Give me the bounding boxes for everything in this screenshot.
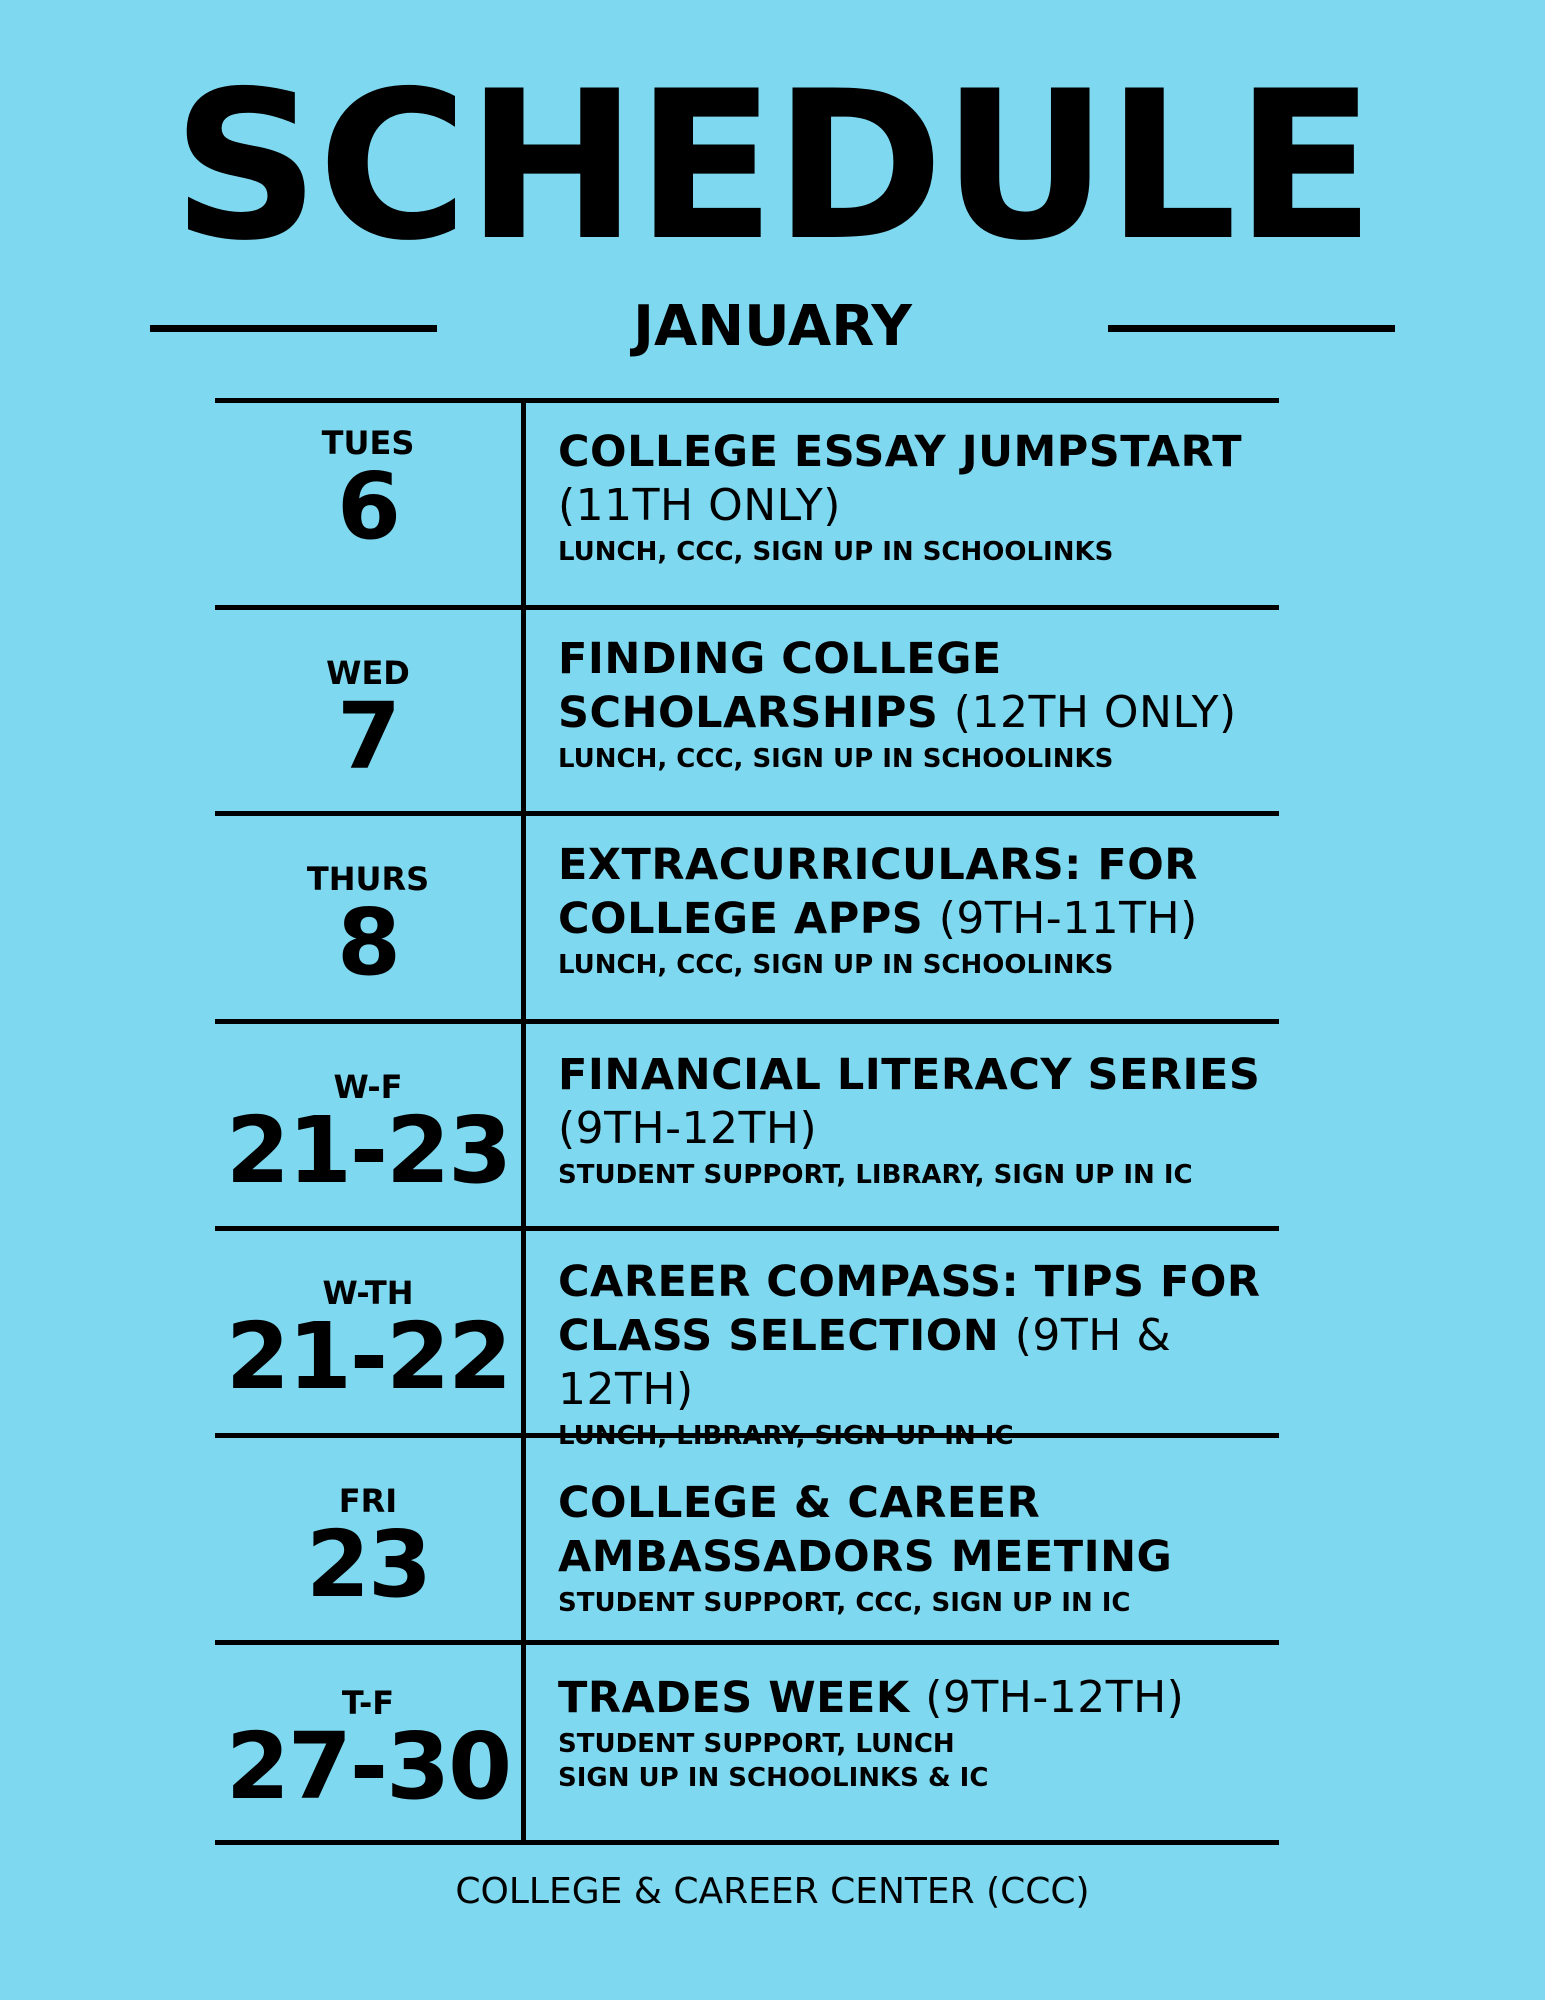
event-detail: STUDENT SUPPORT, LIBRARY, SIGN UP IN IC xyxy=(558,1160,1193,1190)
table-row xyxy=(215,1024,1279,1230)
day-number: 21-23 xyxy=(225,1097,511,1204)
day-of-week: FRI xyxy=(338,1482,398,1520)
day-of-week: T-F xyxy=(341,1684,395,1722)
grade-label: (12TH ONLY) xyxy=(953,687,1237,738)
day-number: 27-30 xyxy=(225,1713,511,1820)
month-divider-right xyxy=(1108,325,1395,332)
event-detail: LUNCH, CCC, SIGN UP IN SCHOOLINKS xyxy=(558,537,1114,567)
date-cell xyxy=(215,610,521,816)
event-title-block xyxy=(558,632,1293,740)
day-number: 21-22 xyxy=(225,1303,511,1410)
event-detail: STUDENT SUPPORT, LUNCH xyxy=(558,1729,955,1759)
grade-label: (9TH-11TH) xyxy=(938,893,1198,944)
event-title: EXTRACURRICULARS: FOR COLLEGE APPS xyxy=(558,840,1198,944)
grade-label: (9TH & 12TH) xyxy=(558,1310,1172,1415)
table-row xyxy=(215,1231,1279,1437)
date-cell xyxy=(215,1231,521,1437)
event-cell xyxy=(558,1476,1293,1620)
event-cell xyxy=(558,838,1293,982)
event-detail-line-2: SIGN UP IN SCHOOLINKS & IC xyxy=(558,1763,989,1793)
day-of-week: W-F xyxy=(333,1068,403,1106)
event-title-block xyxy=(558,1048,1293,1156)
date-cell xyxy=(215,403,521,609)
month-divider-left xyxy=(150,325,437,332)
day-of-week: W-TH xyxy=(322,1274,414,1312)
table-row xyxy=(215,403,1279,609)
event-title-block xyxy=(558,838,1293,946)
event-title: COLLEGE ESSAY JUMPSTART xyxy=(558,427,1243,477)
day-of-week: WED xyxy=(326,654,410,692)
date-cell xyxy=(215,1438,521,1644)
date-cell xyxy=(215,1024,521,1230)
event-title: FINANCIAL LITERACY SERIES xyxy=(558,1050,1261,1100)
event-title-block xyxy=(558,425,1293,533)
event-detail: LUNCH, CCC, SIGN UP IN SCHOOLINKS xyxy=(558,950,1114,980)
event-detail: LUNCH, CCC, SIGN UP IN SCHOOLINKS xyxy=(558,744,1114,774)
table-row xyxy=(215,610,1279,816)
event-cell xyxy=(558,425,1293,569)
event-title-block xyxy=(558,1255,1293,1417)
event-cell xyxy=(558,1671,1293,1795)
event-cell xyxy=(558,1048,1293,1192)
day-of-week: TUES xyxy=(321,424,415,462)
event-title-block xyxy=(558,1671,1293,1725)
table-row xyxy=(215,1645,1279,1840)
day-of-week: THURS xyxy=(306,860,430,898)
grade-label: (11TH ONLY) xyxy=(558,480,841,531)
page-title: SCHEDULE xyxy=(172,48,1373,286)
footer-text: COLLEGE & CAREER CENTER (CCC) xyxy=(455,1871,1090,1912)
month-heading: JANUARY xyxy=(633,294,912,359)
grade-label: (9TH-12TH) xyxy=(925,1672,1185,1723)
day-number: 6 xyxy=(336,453,399,560)
day-number: 7 xyxy=(336,683,399,790)
event-title: CAREER COMPASS: TIPS FOR CLASS SELECTION xyxy=(558,1257,1261,1361)
date-cell xyxy=(215,1645,521,1851)
day-number: 8 xyxy=(336,889,399,996)
event-title: COLLEGE & CAREER AMBASSADORS MEETING xyxy=(558,1478,1173,1582)
event-title: FINDING COLLEGE SCHOLARSHIPS xyxy=(558,634,1002,738)
event-title: TRADES WEEK xyxy=(558,1673,910,1723)
event-cell xyxy=(558,1255,1293,1453)
grade-label: (9TH-12TH) xyxy=(558,1103,818,1154)
table-row xyxy=(215,1438,1279,1644)
event-detail: STUDENT SUPPORT, CCC, SIGN UP IN IC xyxy=(558,1588,1131,1618)
event-title-block xyxy=(558,1476,1293,1584)
table-row xyxy=(215,816,1279,1022)
day-number: 23 xyxy=(305,1511,431,1618)
event-cell xyxy=(558,632,1293,776)
row-divider xyxy=(215,1840,1279,1845)
date-cell xyxy=(215,816,521,1022)
